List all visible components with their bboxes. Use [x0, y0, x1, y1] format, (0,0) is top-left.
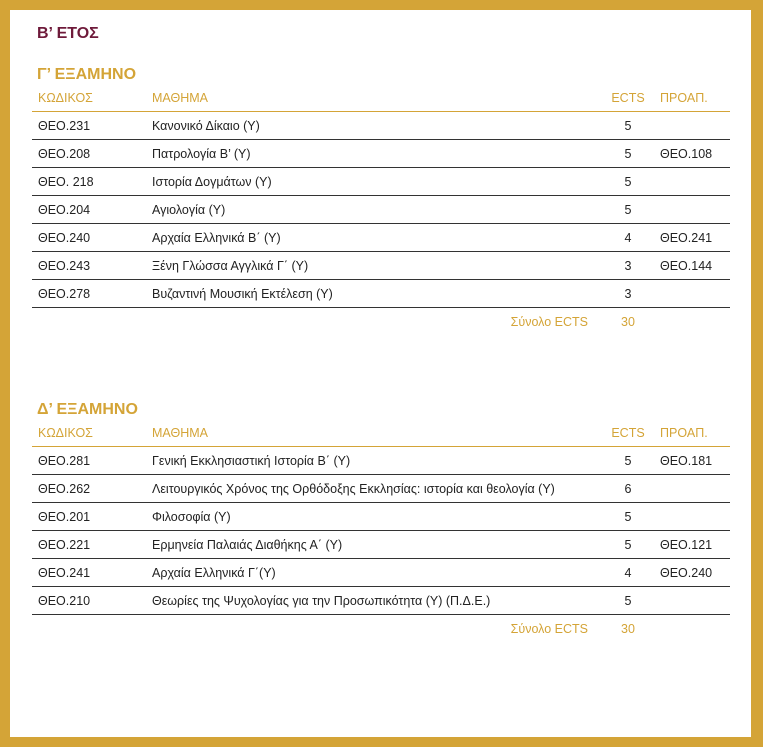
course-code: ΘΕΟ.210: [32, 587, 152, 615]
semester-title: Δ’ ΕΞΑΜΗΝΟ: [37, 401, 138, 418]
course-ects: 4: [600, 224, 656, 252]
course-prereq: [656, 280, 730, 308]
course-prereq: ΘΕΟ.121: [656, 531, 730, 559]
table-row: [32, 559, 730, 587]
semester-d-table: [32, 420, 730, 642]
table-row: [32, 168, 730, 196]
course-code: ΘΕΟ.278: [32, 280, 152, 308]
course-name: Αρχαία Ελληνικά Γ΄(Υ): [152, 559, 600, 587]
table-header-row: [32, 85, 730, 112]
header-prereq: ΠΡΟΑΠ.: [656, 420, 730, 447]
course-prereq: [656, 475, 730, 503]
semester-d-section: [32, 400, 720, 642]
course-name: Φιλοσοφία (Υ): [152, 503, 600, 531]
table-header-row: [32, 420, 730, 447]
document-page: [10, 10, 751, 737]
total-row: [32, 615, 730, 643]
course-code: ΘΕΟ.231: [32, 112, 152, 140]
course-name: Αρχαία Ελληνικά Β΄ (Υ): [152, 224, 600, 252]
course-ects: 3: [600, 252, 656, 280]
table-row: [32, 447, 730, 475]
course-code: ΘΕΟ.204: [32, 196, 152, 224]
course-name: Λειτουργικός Χρόνος της Ορθόδοξης Εκκλησίας: ιστορία και θεολογία (Υ): [152, 475, 600, 503]
total-value: 30: [621, 314, 635, 329]
table-row: [32, 503, 730, 531]
table-row: [32, 252, 730, 280]
course-ects: 5: [600, 447, 656, 475]
course-name: Βυζαντινή Μουσική Εκτέλεση (Υ): [152, 280, 600, 308]
course-name: Κανονικό Δίκαιο (Υ): [152, 112, 600, 140]
course-name: Ξένη Γλώσσα Αγγλικά Γ΄ (Υ): [152, 252, 600, 280]
total-label: Σύνολο ECTS: [510, 314, 588, 329]
course-name: Αγιολογία (Υ): [152, 196, 600, 224]
course-ects: 5: [600, 168, 656, 196]
course-prereq: [656, 112, 730, 140]
course-ects: 6: [600, 475, 656, 503]
course-code: ΘΕΟ. 218: [32, 168, 152, 196]
header-code: ΚΩΔΙΚΟΣ: [32, 420, 152, 447]
header-course: ΜΑΘΗΜΑ: [152, 85, 600, 112]
course-prereq: ΘΕΟ.240: [656, 559, 730, 587]
table-row: [32, 140, 730, 168]
course-code: ΘΕΟ.240: [32, 224, 152, 252]
course-ects: 3: [600, 280, 656, 308]
total-value: 30: [621, 621, 635, 636]
course-ects: 5: [600, 140, 656, 168]
course-ects: 5: [600, 503, 656, 531]
course-code: ΘΕΟ.243: [32, 252, 152, 280]
course-name: Ερμηνεία Παλαιάς Διαθήκης Α΄ (Υ): [152, 531, 600, 559]
table-row: [32, 280, 730, 308]
course-prereq: [656, 168, 730, 196]
table-row: [32, 196, 730, 224]
course-prereq: [656, 587, 730, 615]
course-name: Ιστορία Δογμάτων (Υ): [152, 168, 600, 196]
course-prereq: ΘΕΟ.144: [656, 252, 730, 280]
course-ects: 5: [600, 196, 656, 224]
table-row: [32, 475, 730, 503]
course-code: ΘΕΟ.241: [32, 559, 152, 587]
course-name: Γενική Εκκλησιαστική Ιστορία Β΄ (Υ): [152, 447, 600, 475]
course-prereq: ΘΕΟ.181: [656, 447, 730, 475]
course-prereq: [656, 503, 730, 531]
header-code: ΚΩΔΙΚΟΣ: [32, 85, 152, 112]
total-row: [32, 308, 730, 336]
table-row: [32, 587, 730, 615]
course-code: ΘΕΟ.262: [32, 475, 152, 503]
course-prereq: ΘΕΟ.108: [656, 140, 730, 168]
course-ects: 4: [600, 559, 656, 587]
semester-title: Γ’ ΕΞΑΜΗΝΟ: [37, 66, 137, 83]
course-ects: 5: [600, 112, 656, 140]
year-title: Β’ ΕΤΟΣ: [37, 25, 99, 42]
course-name: Πατρολογία Β’ (Υ): [152, 140, 600, 168]
header-course: ΜΑΘΗΜΑ: [152, 420, 600, 447]
header-ects: ECTS: [600, 420, 656, 447]
course-code: ΘΕΟ.281: [32, 447, 152, 475]
semester-c-section: [32, 65, 720, 335]
course-code: ΘΕΟ.208: [32, 140, 152, 168]
course-name: Θεωρίες της Ψυχολογίας για την Προσωπικότητα (Υ) (Π.Δ.Ε.): [152, 587, 600, 615]
course-ects: 5: [600, 531, 656, 559]
header-ects: ECTS: [600, 85, 656, 112]
table-row: [32, 112, 730, 140]
header-prereq: ΠΡΟΑΠ.: [656, 85, 730, 112]
course-prereq: [656, 196, 730, 224]
course-code: ΘΕΟ.221: [32, 531, 152, 559]
semester-c-table: [32, 85, 730, 335]
course-ects: 5: [600, 587, 656, 615]
course-prereq: ΘΕΟ.241: [656, 224, 730, 252]
table-row: [32, 224, 730, 252]
course-code: ΘΕΟ.201: [32, 503, 152, 531]
total-label: Σύνολο ECTS: [510, 621, 588, 636]
table-row: [32, 531, 730, 559]
